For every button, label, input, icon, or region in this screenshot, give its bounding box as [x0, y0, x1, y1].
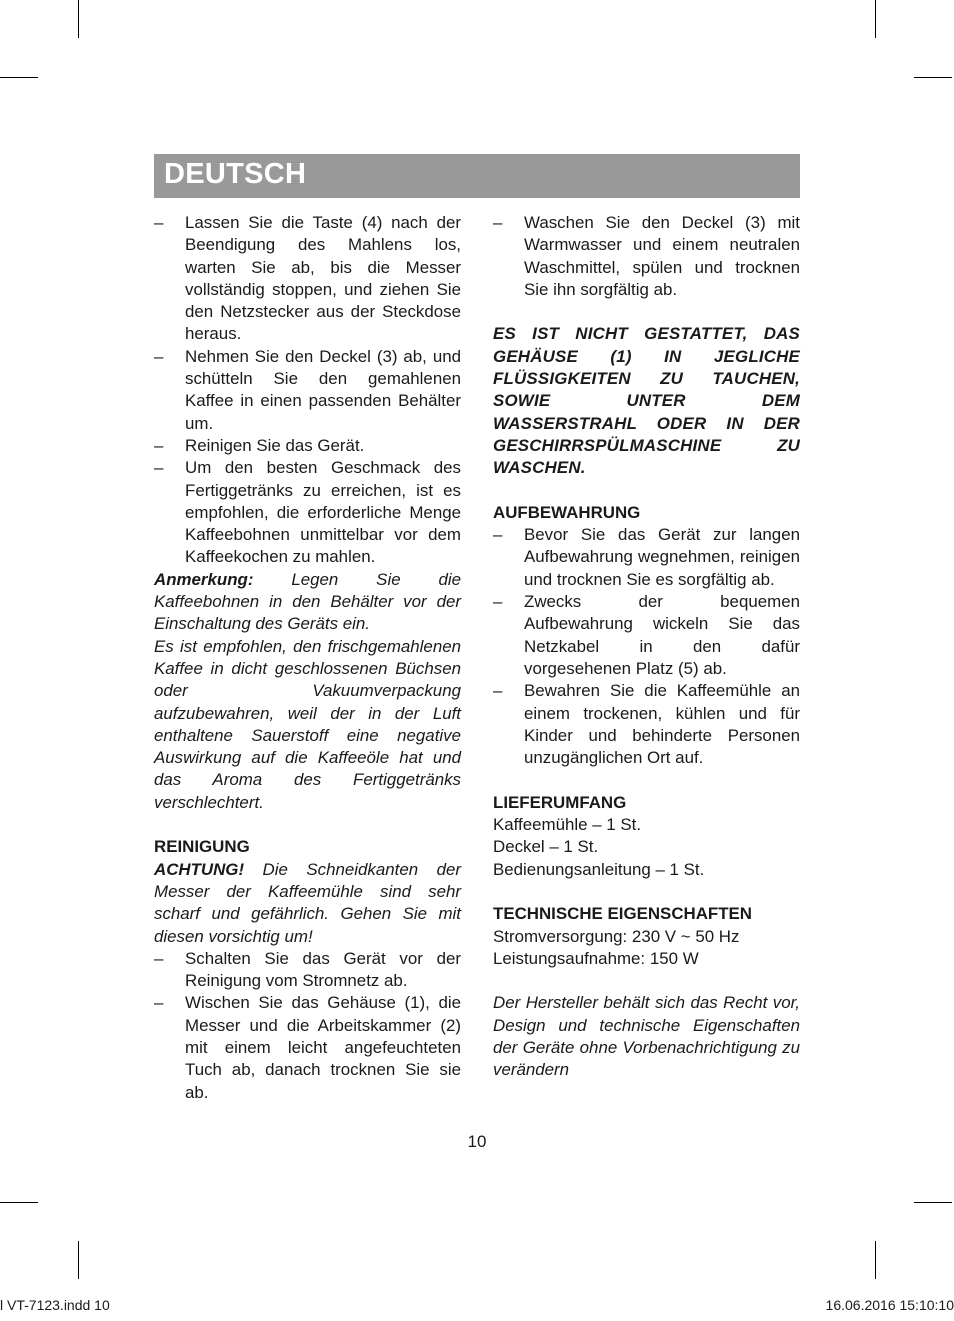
list-item	[493, 212, 800, 301]
list-item	[493, 524, 800, 591]
disclaimer-paragraph: Der Hersteller behält sich das Recht vor, Design und technische Eigenschaften der Geräte ohne Vorbenachrichtigung zu verändern	[493, 993, 800, 1080]
list-item-text: Lassen Sie die Taste (4) nach der Beendigung des Mahlens los, warten Sie ab, bis die Messer vollständig stoppen, und ziehen Sie den Netzstecker aus der Steckdose heraus.	[185, 213, 461, 344]
delivery-line: Deckel – 1 St.	[493, 837, 599, 857]
right-column	[493, 212, 800, 1082]
language-title: DEUTSCH	[164, 158, 307, 190]
list-item	[154, 346, 461, 435]
footer-datetime: 16.06.2016 15:10:10	[825, 1297, 954, 1313]
footer-file-name: l VT-7123.indd 10	[0, 1297, 110, 1313]
crop-mark	[875, 0, 876, 38]
crop-mark	[0, 77, 38, 78]
storage-advice-paragraph: Es ist empfohlen, den frischgemahlenen Kaffee in dicht geschlossenen Büchsen oder Vakuumverpackung aufzubewahren, weil der in der Luft enthaltene Sauerstoff eine negative Auswirkung auf die Kaffeeöle hat und das Aroma des Fertiggetränks verschlechtert.	[154, 636, 461, 812]
tech-line: Leistungsaufnahme: 150 W	[493, 948, 699, 968]
warning-paragraph: ES IST NICHT GESTATTET, DAS GEHÄUSE (1) IN JEGLICHE FLÜSSIGKEITEN ZU TAUCHEN, SOWIE UNTER DEM WASSERSTRAHL ODER IN DER GESCHIRRSPÜLMASCHINE ZU WASCHEN.	[493, 324, 800, 478]
list-item-text: Um den besten Geschmack des Fertiggetränks zu erreichen, ist es empfohlen, die erforderliche Menge Kaffeebohnen unmittelbar vor dem Kaffeekochen zu mahlen.	[185, 458, 461, 567]
attention-text: Die Schneidkanten der Messer der Kaffeemühle sind sehr scharf und gefährlich. Gehen Sie mit diesen vorsichtig um!	[154, 859, 461, 946]
dash-bullet: –	[493, 681, 503, 701]
dash-bullet: –	[493, 213, 503, 232]
dash-bullet: –	[154, 948, 164, 968]
tech-heading: TECHNISCHE EIGENSCHAFTEN	[493, 904, 753, 924]
cleaning-heading: REINIGUNG	[154, 837, 250, 857]
left-column	[154, 212, 461, 1104]
dash-bullet: –	[154, 458, 164, 478]
dash-bullet: –	[493, 525, 503, 545]
dash-bullet: –	[154, 993, 164, 1013]
list-item	[493, 591, 800, 680]
list-item-text: Schalten Sie das Gerät vor der Reinigung vom Stromnetz ab.	[185, 948, 461, 991]
delivery-heading: LIEFERUMFANG	[493, 792, 627, 812]
tech-line: Stromversorgung: 230 V ~ 50 Hz	[493, 926, 740, 946]
list-item	[154, 435, 461, 457]
dash-bullet: –	[493, 592, 503, 612]
note-paragraph	[154, 569, 461, 636]
list-item-text: Bewahren Sie die Kaffeemühle an einem trockenen, kühlen und für Kinder und behinderte Personen unzugänglichen Ort auf.	[524, 681, 800, 768]
list-item-text: Wischen Sie das Gehäuse (1), die Messer und die Arbeitskammer (2) mit einem leicht angefeuchteten Tuch ab, danach trocknen Sie sie ab.	[185, 993, 461, 1102]
language-header-bar	[154, 154, 800, 198]
list-item-text: Bevor Sie das Gerät zur langen Aufbewahrung wegnehmen, reinigen und trocknen Sie es sorgfältig ab.	[524, 525, 800, 589]
page-number: 10	[467, 1132, 487, 1151]
list-item	[154, 457, 461, 568]
list-item	[154, 212, 461, 346]
crop-mark	[78, 0, 79, 38]
crop-mark	[875, 1241, 876, 1279]
delivery-line: Bedienungsanleitung – 1 St.	[493, 859, 705, 879]
crop-mark	[914, 77, 952, 78]
list-item	[154, 992, 461, 1103]
crop-mark	[914, 1202, 952, 1203]
list-item	[493, 680, 800, 769]
crop-mark	[0, 1202, 38, 1203]
list-item-text: Nehmen Sie den Deckel (3) ab, und schütteln Sie den gemahlenen Kaffee in einen passenden Behälter um.	[185, 346, 461, 433]
note-text: Legen Sie die Kaffeebohnen in den Behälter vor der Einschaltung des Geräts ein.	[154, 569, 461, 634]
attention-label: ACHTUNG!	[154, 859, 245, 879]
crop-mark	[78, 1241, 79, 1279]
dash-bullet: –	[154, 435, 164, 455]
list-item-text: Waschen Sie den Deckel (3) mit Warmwasser und einem neutralen Waschmittel, spülen und trocknen Sie ihn sorgfältig ab.	[524, 213, 800, 299]
attention-paragraph	[154, 859, 461, 948]
dash-bullet: –	[154, 346, 164, 366]
list-item	[154, 948, 461, 993]
note-label: Anmerkung:	[154, 569, 254, 589]
list-item-text: Zwecks der bequemen Aufbewahrung wickeln Sie das Netzkabel in den dafür vorgesehenen Platz (5) ab.	[524, 592, 800, 678]
storage-heading: AUFBEWAHRUNG	[493, 502, 641, 522]
list-item-text: Reinigen Sie das Gerät.	[185, 435, 365, 455]
delivery-line: Kaffeemühle – 1 St.	[493, 815, 642, 835]
dash-bullet: –	[154, 213, 164, 232]
